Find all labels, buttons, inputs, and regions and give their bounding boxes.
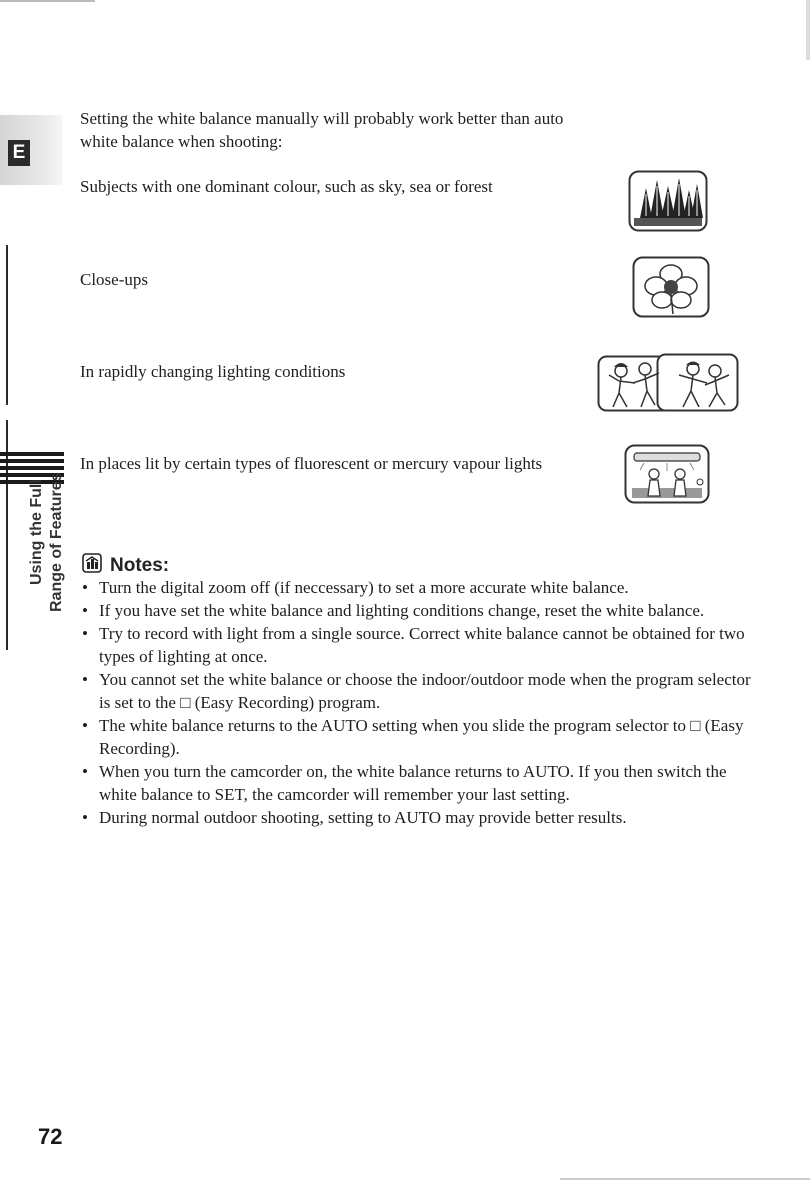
page-number: 72 <box>38 1124 63 1149</box>
margin-line <box>6 245 8 405</box>
case-text-dominant-colour: Subjects with one dominant colour, such as sky, sea or forest <box>80 177 493 196</box>
language-tab-letter: E <box>8 140 30 166</box>
note-item: • You cannot set the white balance or choose the indoor/outdoor mode when the program selector is set to the □ (Easy Recording) program. <box>80 668 752 714</box>
intro-paragraph: Setting the white balance manually will probably work better than auto white balance when shooting: <box>80 109 564 151</box>
case-text-fluorescent: In places lit by certain types of fluorescent or mercury vapour lights <box>80 454 543 473</box>
case-text-changing-light: In rapidly changing lighting conditions <box>80 362 346 381</box>
notes-header <box>82 553 169 578</box>
note-item: • Try to record with light from a single source. Correct white balance cannot be obtained for two types of lighting at once. <box>80 622 752 668</box>
case-text-close-ups: Close-ups <box>80 270 148 289</box>
notes-title: Notes: <box>110 554 170 576</box>
fluorescent-room-illustration <box>624 444 710 504</box>
forest-illustration <box>628 170 708 232</box>
dancing-people-illustration <box>597 353 739 413</box>
note-item: • If you have set the white balance and lighting conditions change, reset the white balance. <box>80 599 752 622</box>
note-item: • The white balance returns to the AUTO setting when you slide the program selector to □ (Easy Recording). <box>80 714 752 760</box>
flower-closeup-illustration <box>632 256 710 318</box>
section-label-line2: Range of Features <box>48 472 65 612</box>
note-item: • When you turn the camcorder on, the white balance returns to AUTO. If you then switch the white balance to SET, the camcorder will remember your last setting. <box>80 760 752 806</box>
note-item: • During normal outdoor shooting, setting to AUTO may provide better results. <box>80 806 752 829</box>
notes-list <box>80 576 752 829</box>
bottom-rule <box>560 1178 810 1180</box>
section-label-line1: Using the Full <box>28 479 45 585</box>
top-rule <box>0 0 95 2</box>
note-item: • Turn the digital zoom off (if neccessary) to set a more accurate white balance. <box>80 576 752 599</box>
right-edge-mark <box>806 0 810 60</box>
notes-icon <box>82 553 102 578</box>
